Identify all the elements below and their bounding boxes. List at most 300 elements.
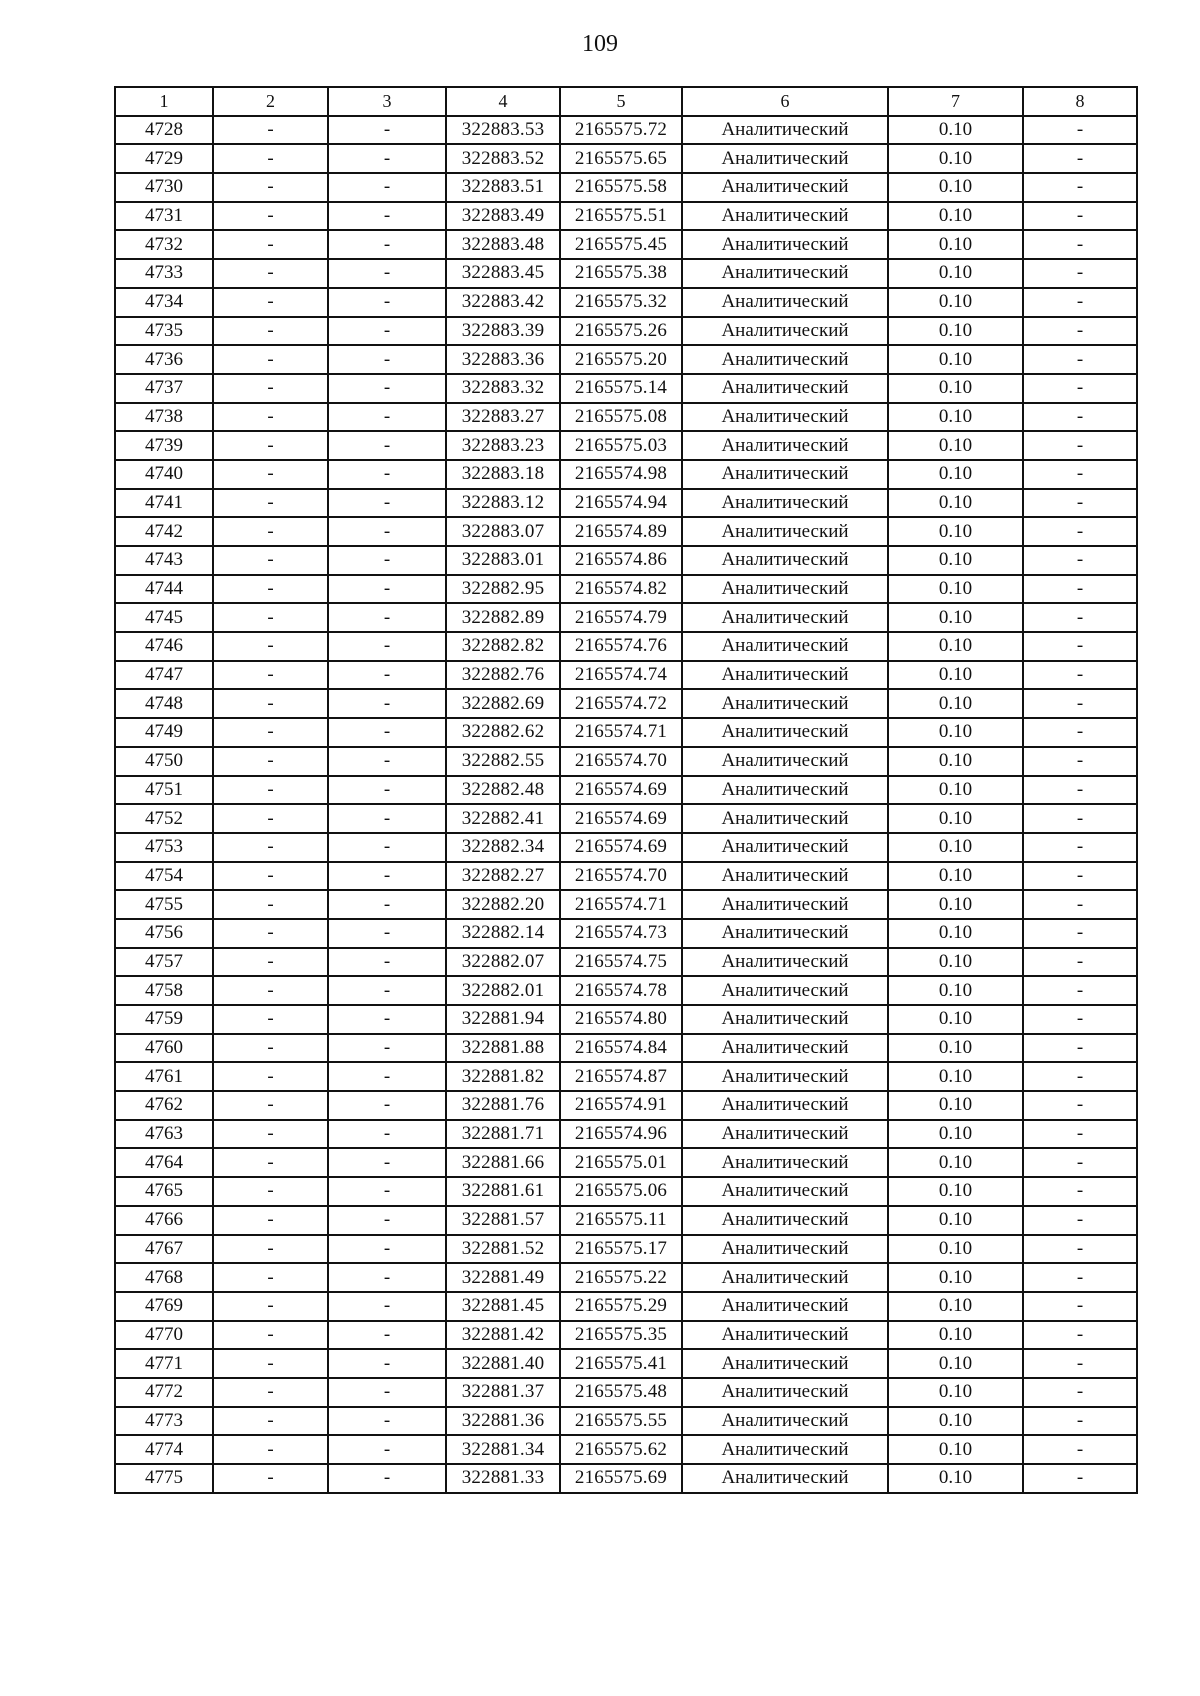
cell-point-number: 4774 bbox=[115, 1435, 213, 1464]
cell-x-coordinate: 322883.12 bbox=[446, 489, 560, 518]
cell-method: Аналитический bbox=[682, 288, 888, 317]
cell-y-coordinate: 2165574.96 bbox=[560, 1120, 682, 1149]
cell-accuracy: 0.10 bbox=[888, 288, 1023, 317]
cell-point-number: 4768 bbox=[115, 1263, 213, 1292]
cell-method: Аналитический bbox=[682, 1378, 888, 1407]
cell-col3-value: - bbox=[328, 747, 446, 776]
table-row bbox=[115, 1407, 1137, 1436]
cell-col8-value: - bbox=[1023, 718, 1137, 747]
cell-x-coordinate: 322881.45 bbox=[446, 1292, 560, 1321]
cell-method: Аналитический bbox=[682, 317, 888, 346]
table-row bbox=[115, 1349, 1137, 1378]
cell-x-coordinate: 322882.62 bbox=[446, 718, 560, 747]
cell-point-number: 4742 bbox=[115, 517, 213, 546]
cell-accuracy: 0.10 bbox=[888, 1177, 1023, 1206]
cell-accuracy: 0.10 bbox=[888, 1349, 1023, 1378]
cell-x-coordinate: 322883.27 bbox=[446, 403, 560, 432]
cell-col8-value: - bbox=[1023, 374, 1137, 403]
cell-col3-value: - bbox=[328, 431, 446, 460]
table-row bbox=[115, 517, 1137, 546]
cell-y-coordinate: 2165574.73 bbox=[560, 919, 682, 948]
cell-y-coordinate: 2165574.74 bbox=[560, 661, 682, 690]
cell-col3-value: - bbox=[328, 403, 446, 432]
table-row bbox=[115, 575, 1137, 604]
cell-accuracy: 0.10 bbox=[888, 1435, 1023, 1464]
cell-col3-value: - bbox=[328, 1407, 446, 1436]
cell-y-coordinate: 2165574.98 bbox=[560, 460, 682, 489]
cell-x-coordinate: 322882.76 bbox=[446, 661, 560, 690]
cell-col8-value: - bbox=[1023, 1349, 1137, 1378]
cell-col2-value: - bbox=[213, 661, 328, 690]
cell-point-number: 4754 bbox=[115, 862, 213, 891]
cell-x-coordinate: 322881.76 bbox=[446, 1091, 560, 1120]
cell-y-coordinate: 2165575.69 bbox=[560, 1464, 682, 1493]
cell-col2-value: - bbox=[213, 1005, 328, 1034]
cell-method: Аналитический bbox=[682, 1292, 888, 1321]
table-row bbox=[115, 144, 1137, 173]
table-row bbox=[115, 1235, 1137, 1264]
cell-col2-value: - bbox=[213, 345, 328, 374]
cell-col3-value: - bbox=[328, 1177, 446, 1206]
cell-method: Аналитический bbox=[682, 1464, 888, 1493]
cell-col3-value: - bbox=[328, 833, 446, 862]
table-row bbox=[115, 776, 1137, 805]
cell-col2-value: - bbox=[213, 862, 328, 891]
cell-col3-value: - bbox=[328, 546, 446, 575]
cell-point-number: 4744 bbox=[115, 575, 213, 604]
cell-col8-value: - bbox=[1023, 288, 1137, 317]
cell-col8-value: - bbox=[1023, 1062, 1137, 1091]
cell-col3-value: - bbox=[328, 288, 446, 317]
cell-point-number: 4739 bbox=[115, 431, 213, 460]
cell-y-coordinate: 2165574.94 bbox=[560, 489, 682, 518]
cell-point-number: 4775 bbox=[115, 1464, 213, 1493]
cell-col3-value: - bbox=[328, 689, 446, 718]
cell-col8-value: - bbox=[1023, 948, 1137, 977]
table-row bbox=[115, 1378, 1137, 1407]
cell-x-coordinate: 322883.48 bbox=[446, 230, 560, 259]
cell-x-coordinate: 322882.07 bbox=[446, 948, 560, 977]
cell-x-coordinate: 322883.32 bbox=[446, 374, 560, 403]
cell-y-coordinate: 2165575.17 bbox=[560, 1235, 682, 1264]
cell-col8-value: - bbox=[1023, 431, 1137, 460]
cell-x-coordinate: 322882.14 bbox=[446, 919, 560, 948]
cell-col3-value: - bbox=[328, 1034, 446, 1063]
cell-col8-value: - bbox=[1023, 747, 1137, 776]
cell-y-coordinate: 2165575.51 bbox=[560, 202, 682, 231]
cell-method: Аналитический bbox=[682, 1206, 888, 1235]
cell-accuracy: 0.10 bbox=[888, 1407, 1023, 1436]
cell-col8-value: - bbox=[1023, 345, 1137, 374]
cell-point-number: 4759 bbox=[115, 1005, 213, 1034]
cell-col8-value: - bbox=[1023, 230, 1137, 259]
table-row bbox=[115, 403, 1137, 432]
cell-point-number: 4730 bbox=[115, 173, 213, 202]
cell-col2-value: - bbox=[213, 1034, 328, 1063]
cell-col8-value: - bbox=[1023, 804, 1137, 833]
cell-col8-value: - bbox=[1023, 1005, 1137, 1034]
cell-col3-value: - bbox=[328, 1435, 446, 1464]
cell-accuracy: 0.10 bbox=[888, 919, 1023, 948]
cell-point-number: 4767 bbox=[115, 1235, 213, 1264]
cell-method: Аналитический bbox=[682, 890, 888, 919]
cell-y-coordinate: 2165574.71 bbox=[560, 718, 682, 747]
cell-method: Аналитический bbox=[682, 632, 888, 661]
cell-point-number: 4755 bbox=[115, 890, 213, 919]
cell-method: Аналитический bbox=[682, 517, 888, 546]
cell-x-coordinate: 322883.01 bbox=[446, 546, 560, 575]
cell-col2-value: - bbox=[213, 1378, 328, 1407]
column-header-4: 4 bbox=[446, 87, 560, 116]
cell-col3-value: - bbox=[328, 1464, 446, 1493]
cell-x-coordinate: 322883.49 bbox=[446, 202, 560, 231]
table-row bbox=[115, 489, 1137, 518]
cell-col3-value: - bbox=[328, 948, 446, 977]
table-row bbox=[115, 1062, 1137, 1091]
cell-method: Аналитический bbox=[682, 1235, 888, 1264]
cell-accuracy: 0.10 bbox=[888, 1235, 1023, 1264]
cell-col3-value: - bbox=[328, 776, 446, 805]
page-number: 109 bbox=[582, 31, 618, 57]
table-row bbox=[115, 1206, 1137, 1235]
cell-x-coordinate: 322881.34 bbox=[446, 1435, 560, 1464]
cell-method: Аналитический bbox=[682, 1435, 888, 1464]
column-header-5: 5 bbox=[560, 87, 682, 116]
cell-col2-value: - bbox=[213, 517, 328, 546]
cell-x-coordinate: 322881.66 bbox=[446, 1148, 560, 1177]
cell-y-coordinate: 2165574.70 bbox=[560, 862, 682, 891]
cell-x-coordinate: 322883.51 bbox=[446, 173, 560, 202]
cell-method: Аналитический bbox=[682, 431, 888, 460]
table-row bbox=[115, 1005, 1137, 1034]
cell-accuracy: 0.10 bbox=[888, 1321, 1023, 1350]
cell-col8-value: - bbox=[1023, 976, 1137, 1005]
cell-x-coordinate: 322881.42 bbox=[446, 1321, 560, 1350]
cell-x-coordinate: 322881.33 bbox=[446, 1464, 560, 1493]
cell-col3-value: - bbox=[328, 460, 446, 489]
cell-col3-value: - bbox=[328, 575, 446, 604]
cell-accuracy: 0.10 bbox=[888, 1091, 1023, 1120]
cell-y-coordinate: 2165574.91 bbox=[560, 1091, 682, 1120]
cell-col2-value: - bbox=[213, 747, 328, 776]
cell-method: Аналитический bbox=[682, 1177, 888, 1206]
table-row bbox=[115, 919, 1137, 948]
cell-y-coordinate: 2165574.72 bbox=[560, 689, 682, 718]
cell-x-coordinate: 322882.69 bbox=[446, 689, 560, 718]
cell-point-number: 4769 bbox=[115, 1292, 213, 1321]
cell-accuracy: 0.10 bbox=[888, 976, 1023, 1005]
cell-col2-value: - bbox=[213, 833, 328, 862]
cell-accuracy: 0.10 bbox=[888, 1464, 1023, 1493]
cell-method: Аналитический bbox=[682, 718, 888, 747]
cell-col8-value: - bbox=[1023, 546, 1137, 575]
cell-method: Аналитический bbox=[682, 403, 888, 432]
cell-y-coordinate: 2165574.89 bbox=[560, 517, 682, 546]
table-row bbox=[115, 862, 1137, 891]
cell-point-number: 4733 bbox=[115, 259, 213, 288]
cell-method: Аналитический bbox=[682, 173, 888, 202]
cell-col8-value: - bbox=[1023, 1206, 1137, 1235]
cell-point-number: 4750 bbox=[115, 747, 213, 776]
cell-x-coordinate: 322881.57 bbox=[446, 1206, 560, 1235]
column-header-6: 6 bbox=[682, 87, 888, 116]
cell-col2-value: - bbox=[213, 632, 328, 661]
cell-x-coordinate: 322882.01 bbox=[446, 976, 560, 1005]
cell-col3-value: - bbox=[328, 202, 446, 231]
cell-x-coordinate: 322881.94 bbox=[446, 1005, 560, 1034]
column-header-3: 3 bbox=[328, 87, 446, 116]
cell-y-coordinate: 2165574.78 bbox=[560, 976, 682, 1005]
cell-col8-value: - bbox=[1023, 202, 1137, 231]
cell-col2-value: - bbox=[213, 259, 328, 288]
cell-point-number: 4764 bbox=[115, 1148, 213, 1177]
cell-y-coordinate: 2165575.45 bbox=[560, 230, 682, 259]
cell-accuracy: 0.10 bbox=[888, 460, 1023, 489]
table-row bbox=[115, 976, 1137, 1005]
cell-point-number: 4753 bbox=[115, 833, 213, 862]
cell-point-number: 4734 bbox=[115, 288, 213, 317]
cell-method: Аналитический bbox=[682, 1034, 888, 1063]
cell-point-number: 4741 bbox=[115, 489, 213, 518]
cell-x-coordinate: 322883.36 bbox=[446, 345, 560, 374]
cell-y-coordinate: 2165575.48 bbox=[560, 1378, 682, 1407]
cell-y-coordinate: 2165575.14 bbox=[560, 374, 682, 403]
cell-accuracy: 0.10 bbox=[888, 403, 1023, 432]
cell-col8-value: - bbox=[1023, 1464, 1137, 1493]
cell-point-number: 4751 bbox=[115, 776, 213, 805]
cell-col8-value: - bbox=[1023, 403, 1137, 432]
cell-method: Аналитический bbox=[682, 776, 888, 805]
cell-col3-value: - bbox=[328, 317, 446, 346]
cell-x-coordinate: 322883.07 bbox=[446, 517, 560, 546]
cell-method: Аналитический bbox=[682, 804, 888, 833]
cell-y-coordinate: 2165575.65 bbox=[560, 144, 682, 173]
cell-point-number: 4749 bbox=[115, 718, 213, 747]
cell-col2-value: - bbox=[213, 144, 328, 173]
cell-method: Аналитический bbox=[682, 862, 888, 891]
cell-col2-value: - bbox=[213, 1062, 328, 1091]
cell-col8-value: - bbox=[1023, 1034, 1137, 1063]
cell-x-coordinate: 322883.18 bbox=[446, 460, 560, 489]
cell-method: Аналитический bbox=[682, 575, 888, 604]
cell-y-coordinate: 2165574.82 bbox=[560, 575, 682, 604]
cell-y-coordinate: 2165575.22 bbox=[560, 1263, 682, 1292]
cell-point-number: 4745 bbox=[115, 603, 213, 632]
cell-method: Аналитический bbox=[682, 345, 888, 374]
cell-x-coordinate: 322881.40 bbox=[446, 1349, 560, 1378]
cell-accuracy: 0.10 bbox=[888, 833, 1023, 862]
cell-col3-value: - bbox=[328, 1349, 446, 1378]
cell-method: Аналитический bbox=[682, 1120, 888, 1149]
cell-point-number: 4763 bbox=[115, 1120, 213, 1149]
table-row bbox=[115, 317, 1137, 346]
cell-col2-value: - bbox=[213, 575, 328, 604]
table-row bbox=[115, 374, 1137, 403]
cell-y-coordinate: 2165574.76 bbox=[560, 632, 682, 661]
cell-accuracy: 0.10 bbox=[888, 259, 1023, 288]
table-row bbox=[115, 546, 1137, 575]
cell-col8-value: - bbox=[1023, 1263, 1137, 1292]
cell-method: Аналитический bbox=[682, 116, 888, 145]
cell-col8-value: - bbox=[1023, 1435, 1137, 1464]
cell-accuracy: 0.10 bbox=[888, 948, 1023, 977]
column-header-2: 2 bbox=[213, 87, 328, 116]
cell-method: Аналитический bbox=[682, 1148, 888, 1177]
cell-y-coordinate: 2165575.03 bbox=[560, 431, 682, 460]
cell-col3-value: - bbox=[328, 345, 446, 374]
cell-x-coordinate: 322881.88 bbox=[446, 1034, 560, 1063]
cell-col2-value: - bbox=[213, 374, 328, 403]
cell-col8-value: - bbox=[1023, 144, 1137, 173]
cell-method: Аналитический bbox=[682, 603, 888, 632]
cell-y-coordinate: 2165574.79 bbox=[560, 603, 682, 632]
cell-col8-value: - bbox=[1023, 661, 1137, 690]
cell-col2-value: - bbox=[213, 230, 328, 259]
cell-point-number: 4738 bbox=[115, 403, 213, 432]
table-row bbox=[115, 288, 1137, 317]
cell-y-coordinate: 2165574.69 bbox=[560, 776, 682, 805]
cell-point-number: 4729 bbox=[115, 144, 213, 173]
cell-col8-value: - bbox=[1023, 116, 1137, 145]
cell-col3-value: - bbox=[328, 1292, 446, 1321]
cell-col3-value: - bbox=[328, 1378, 446, 1407]
cell-accuracy: 0.10 bbox=[888, 689, 1023, 718]
cell-y-coordinate: 2165575.55 bbox=[560, 1407, 682, 1436]
cell-x-coordinate: 322881.61 bbox=[446, 1177, 560, 1206]
table-row bbox=[115, 603, 1137, 632]
cell-accuracy: 0.10 bbox=[888, 718, 1023, 747]
table-row bbox=[115, 833, 1137, 862]
table-row bbox=[115, 1263, 1137, 1292]
cell-col8-value: - bbox=[1023, 776, 1137, 805]
table-row bbox=[115, 1120, 1137, 1149]
cell-point-number: 4758 bbox=[115, 976, 213, 1005]
cell-col3-value: - bbox=[328, 144, 446, 173]
cell-col2-value: - bbox=[213, 1263, 328, 1292]
cell-point-number: 4731 bbox=[115, 202, 213, 231]
cell-accuracy: 0.10 bbox=[888, 345, 1023, 374]
cell-col3-value: - bbox=[328, 517, 446, 546]
cell-accuracy: 0.10 bbox=[888, 575, 1023, 604]
cell-point-number: 4770 bbox=[115, 1321, 213, 1350]
cell-point-number: 4747 bbox=[115, 661, 213, 690]
cell-accuracy: 0.10 bbox=[888, 202, 1023, 231]
cell-x-coordinate: 322882.27 bbox=[446, 862, 560, 891]
cell-point-number: 4736 bbox=[115, 345, 213, 374]
cell-col2-value: - bbox=[213, 976, 328, 1005]
cell-col2-value: - bbox=[213, 1292, 328, 1321]
cell-method: Аналитический bbox=[682, 1407, 888, 1436]
cell-x-coordinate: 322882.95 bbox=[446, 575, 560, 604]
cell-accuracy: 0.10 bbox=[888, 862, 1023, 891]
cell-method: Аналитический bbox=[682, 976, 888, 1005]
cell-point-number: 4756 bbox=[115, 919, 213, 948]
cell-col2-value: - bbox=[213, 1091, 328, 1120]
cell-accuracy: 0.10 bbox=[888, 489, 1023, 518]
cell-col8-value: - bbox=[1023, 1407, 1137, 1436]
cell-accuracy: 0.10 bbox=[888, 1005, 1023, 1034]
cell-col2-value: - bbox=[213, 1148, 328, 1177]
cell-accuracy: 0.10 bbox=[888, 804, 1023, 833]
cell-method: Аналитический bbox=[682, 1349, 888, 1378]
cell-col8-value: - bbox=[1023, 833, 1137, 862]
cell-accuracy: 0.10 bbox=[888, 431, 1023, 460]
cell-x-coordinate: 322881.71 bbox=[446, 1120, 560, 1149]
cell-col3-value: - bbox=[328, 632, 446, 661]
cell-y-coordinate: 2165574.86 bbox=[560, 546, 682, 575]
cell-col2-value: - bbox=[213, 919, 328, 948]
cell-col2-value: - bbox=[213, 202, 328, 231]
cell-y-coordinate: 2165575.26 bbox=[560, 317, 682, 346]
cell-y-coordinate: 2165575.11 bbox=[560, 1206, 682, 1235]
cell-col8-value: - bbox=[1023, 489, 1137, 518]
cell-y-coordinate: 2165575.38 bbox=[560, 259, 682, 288]
table-row bbox=[115, 345, 1137, 374]
cell-x-coordinate: 322882.34 bbox=[446, 833, 560, 862]
table-row bbox=[115, 116, 1137, 145]
cell-point-number: 4773 bbox=[115, 1407, 213, 1436]
cell-y-coordinate: 2165575.72 bbox=[560, 116, 682, 145]
cell-col8-value: - bbox=[1023, 1091, 1137, 1120]
cell-point-number: 4732 bbox=[115, 230, 213, 259]
cell-col2-value: - bbox=[213, 288, 328, 317]
cell-point-number: 4760 bbox=[115, 1034, 213, 1063]
table-row bbox=[115, 718, 1137, 747]
cell-col2-value: - bbox=[213, 689, 328, 718]
cell-method: Аналитический bbox=[682, 1062, 888, 1091]
cell-x-coordinate: 322881.36 bbox=[446, 1407, 560, 1436]
cell-col2-value: - bbox=[213, 948, 328, 977]
table-row bbox=[115, 1321, 1137, 1350]
table-row bbox=[115, 1148, 1137, 1177]
cell-x-coordinate: 322882.48 bbox=[446, 776, 560, 805]
cell-y-coordinate: 2165575.20 bbox=[560, 345, 682, 374]
cell-col2-value: - bbox=[213, 1206, 328, 1235]
cell-accuracy: 0.10 bbox=[888, 517, 1023, 546]
cell-col2-value: - bbox=[213, 1321, 328, 1350]
cell-col3-value: - bbox=[328, 173, 446, 202]
cell-col3-value: - bbox=[328, 919, 446, 948]
cell-col8-value: - bbox=[1023, 1292, 1137, 1321]
cell-x-coordinate: 322882.89 bbox=[446, 603, 560, 632]
cell-method: Аналитический bbox=[682, 259, 888, 288]
cell-col3-value: - bbox=[328, 1235, 446, 1264]
cell-x-coordinate: 322882.41 bbox=[446, 804, 560, 833]
cell-col8-value: - bbox=[1023, 1378, 1137, 1407]
cell-col8-value: - bbox=[1023, 1235, 1137, 1264]
cell-col2-value: - bbox=[213, 431, 328, 460]
cell-y-coordinate: 2165574.80 bbox=[560, 1005, 682, 1034]
cell-y-coordinate: 2165575.35 bbox=[560, 1321, 682, 1350]
table-row bbox=[115, 804, 1137, 833]
table-row bbox=[115, 661, 1137, 690]
cell-x-coordinate: 322883.23 bbox=[446, 431, 560, 460]
cell-y-coordinate: 2165575.62 bbox=[560, 1435, 682, 1464]
cell-col3-value: - bbox=[328, 1062, 446, 1091]
cell-x-coordinate: 322883.45 bbox=[446, 259, 560, 288]
cell-accuracy: 0.10 bbox=[888, 1292, 1023, 1321]
cell-col3-value: - bbox=[328, 1120, 446, 1149]
cell-col2-value: - bbox=[213, 1407, 328, 1436]
cell-y-coordinate: 2165575.32 bbox=[560, 288, 682, 317]
cell-col8-value: - bbox=[1023, 173, 1137, 202]
cell-x-coordinate: 322882.20 bbox=[446, 890, 560, 919]
cell-method: Аналитический bbox=[682, 948, 888, 977]
cell-col8-value: - bbox=[1023, 603, 1137, 632]
cell-accuracy: 0.10 bbox=[888, 173, 1023, 202]
cell-col2-value: - bbox=[213, 460, 328, 489]
cell-col2-value: - bbox=[213, 776, 328, 805]
